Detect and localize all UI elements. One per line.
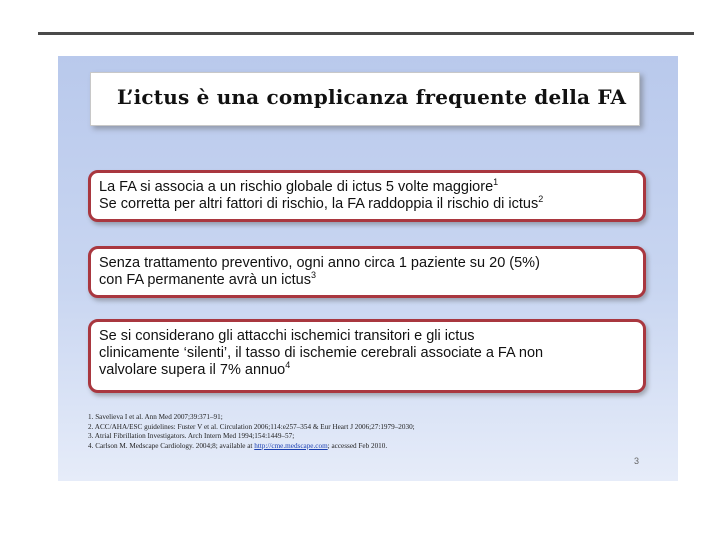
fact-1-text-1: La FA si associa a un rischio globale di ictus 5 volte maggiore [99,179,494,195]
fact-3-line-1: Se si considerano gli attacchi ischemici transitori e gli ictus [99,328,475,344]
footnote-4-marker: 4 [285,360,291,371]
fact-box-2 [88,246,646,298]
fact-box-3 [88,319,646,393]
slide [58,56,678,481]
fact-2-line-2 [99,272,635,289]
fact-2-text-2: con FA permanente avrà un ictus [99,272,311,288]
page-number: 3 [634,456,640,466]
fact-3-line-3 [99,362,635,379]
fact-box-1 [88,170,646,222]
fact-1-text-2: Se corretta per altri fattori di rischio, la FA raddoppia il rischio di ictus [99,196,539,212]
top-rule [38,32,694,35]
reference-4-end: ; accessed Feb 2010. [327,441,388,450]
fact-3-line-2: clinicamente ‘silenti’, il tasso di ischemie cerebrali associate a FA non [99,345,544,361]
fact-1-line-2 [99,196,635,213]
reference-4-text: 4. Carlson M. Medscape Cardiology. 2004;8; available at [88,441,255,450]
reference-4 [88,442,415,452]
fact-1-line-1 [99,179,635,196]
reference-1: 1. Savelieva I et al. Ann Med 2007;39:371–91; [88,413,223,421]
fact-2-line-1: Senza trattamento preventivo, ogni anno circa 1 paziente su 20 (5%) [99,255,540,271]
reference-2: 2. ACC/AHA/ESC guidelines: Fuster V et al. Circulation 2006;114:e257–354 & Eur Heart J 2006;27:1979–2030; [88,422,415,431]
slide-title: L’ictus è una complicanza frequente della FA [117,85,627,109]
footnote-1-marker: 1 [493,177,499,188]
reference-3: 3. Atrial Fibrillation Investigators. Arch Intern Med 1994;154:1449–57; [88,432,295,440]
references [88,413,415,451]
footnote-2-marker: 2 [538,194,544,205]
reference-4-link[interactable]: http://cme.medscape.com [254,441,328,450]
title-box [90,72,640,126]
footnote-3-marker: 3 [311,270,317,281]
fact-3-text-3: valvolare supera il 7% annuo [99,362,286,378]
